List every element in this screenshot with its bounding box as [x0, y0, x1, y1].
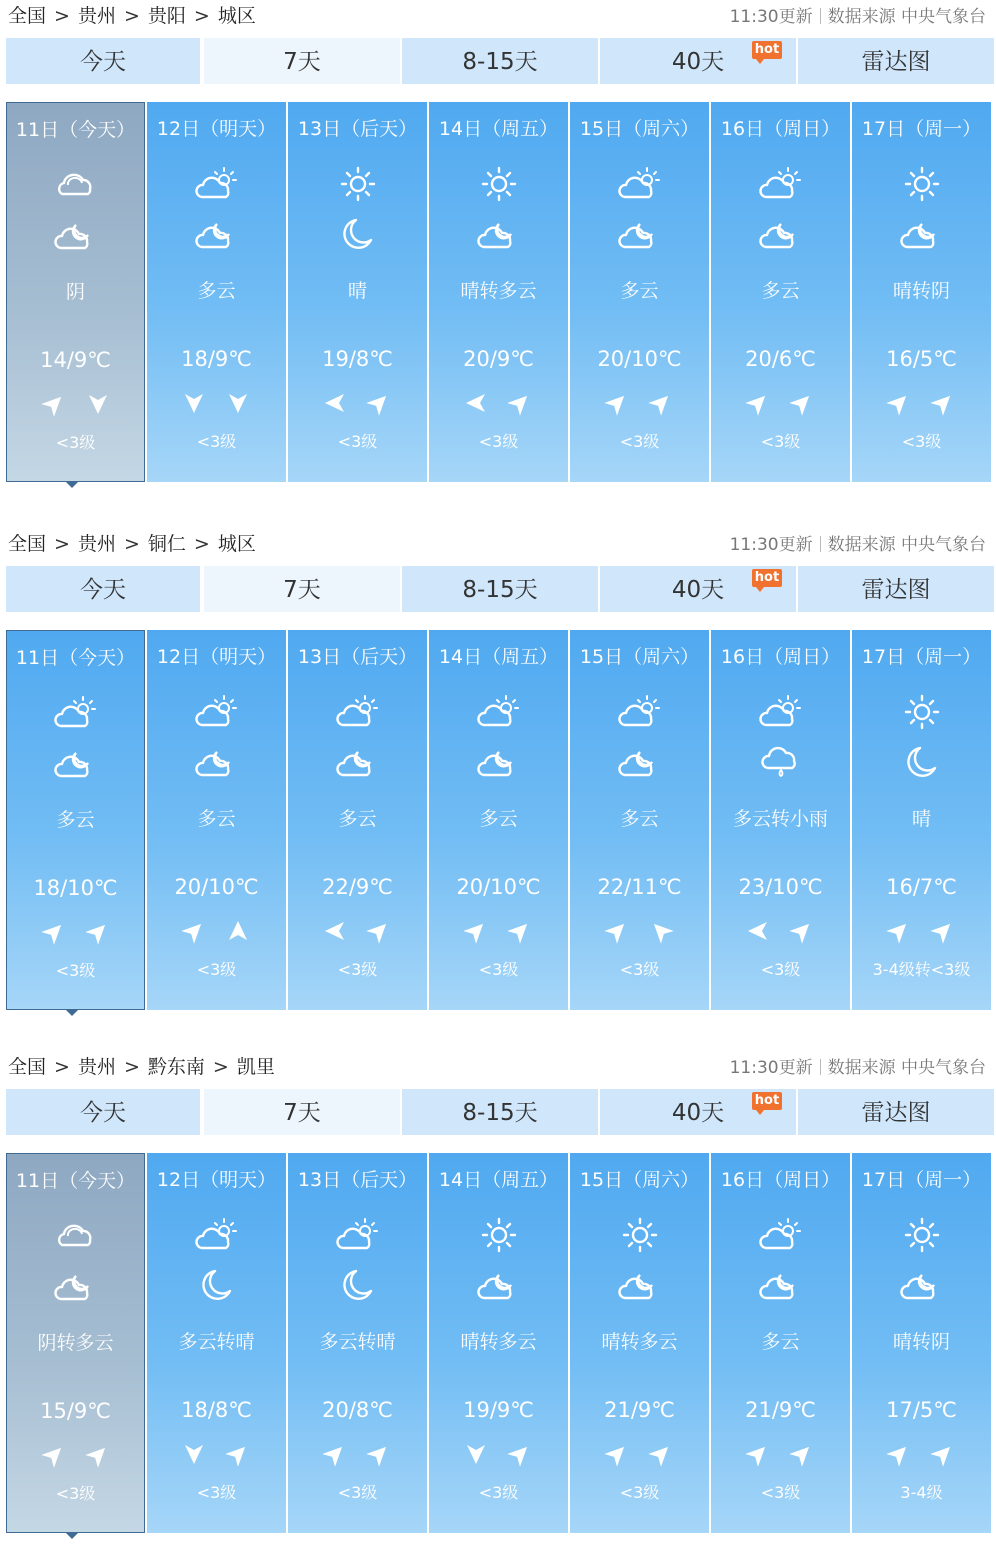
day-date: 16日（周日）: [720, 1169, 841, 1191]
temperature-range: 18/10℃: [33, 876, 118, 900]
wind-level: <3级: [337, 1483, 378, 1502]
sun-icon: [900, 694, 944, 730]
wind-level: <3级: [196, 432, 237, 451]
day-date: 13日（后天）: [297, 646, 418, 668]
wind-arrow-icon: [41, 919, 67, 945]
moon-icon: [336, 216, 380, 252]
wind-arrow-icon: [463, 390, 489, 416]
wind-arrow-icon: [930, 1441, 956, 1467]
weather-condition: 多云: [761, 1331, 800, 1353]
breadcrumb-link[interactable]: 全国: [8, 533, 47, 555]
day-card[interactable]: [288, 1153, 427, 1533]
wind-arrow-icon: [789, 390, 815, 416]
weather-condition: 阴: [65, 281, 85, 303]
wind-arrow-icon: [225, 390, 251, 416]
forecast-panel: [0, 528, 996, 1028]
cloudy-night-icon: [54, 745, 98, 781]
weather-condition: 多云: [479, 808, 518, 830]
weather-condition: 晴: [911, 808, 931, 830]
day-date: 13日（后天）: [297, 118, 418, 140]
wind-level: <3级: [55, 1484, 96, 1503]
breadcrumb: [8, 1055, 275, 1079]
tab-label: 40天: [671, 49, 725, 75]
wind-arrow-icon: [930, 390, 956, 416]
wind-arrow-icon: [225, 918, 251, 944]
wind-level: <3级: [760, 1483, 801, 1502]
light-rain-icon: [759, 744, 803, 780]
wind-arrow-icon: [789, 918, 815, 944]
day-date: 15日（周六）: [579, 118, 700, 140]
cloudy-night-icon: [618, 216, 662, 252]
day-card[interactable]: [570, 630, 709, 1010]
data-source: 数据来源 中央气象台: [827, 535, 986, 555]
cloudy-night-icon: [759, 1267, 803, 1303]
temperature-range: 21/9℃: [604, 1398, 675, 1422]
day-card[interactable]: [6, 1153, 145, 1533]
day-date: 14日（周五）: [438, 118, 559, 140]
update-info: [730, 1057, 986, 1079]
tab-label: 8-15天: [462, 577, 538, 603]
breadcrumb-link[interactable]: 贵州: [77, 533, 116, 555]
day-card[interactable]: [147, 630, 286, 1010]
tab-label: 8-15天: [462, 1100, 538, 1126]
forecast-panel: [0, 1051, 996, 1551]
temperature-range: 20/6℃: [745, 347, 816, 371]
weather-condition: 晴转多云: [601, 1331, 678, 1353]
breadcrumb-link[interactable]: 贵州: [77, 1056, 116, 1078]
wind-level: <3级: [55, 961, 96, 980]
wind-arrow-icon: [745, 1441, 771, 1467]
partly-cloudy-day-icon: [195, 694, 239, 730]
wind-level: <3级: [760, 960, 801, 979]
breadcrumb-link[interactable]: 黔东南: [147, 1056, 205, 1078]
wind-arrow-icon: [225, 1441, 251, 1467]
wind-direction: [288, 1441, 427, 1467]
day-date: 15日（周六）: [579, 646, 700, 668]
wind-arrow-icon: [886, 1441, 912, 1467]
selected-indicator: [65, 1532, 79, 1539]
tab-label: 7天: [283, 1100, 321, 1126]
cloudy-night-icon: [618, 744, 662, 780]
day-card[interactable]: [288, 102, 427, 482]
cloudy-night-icon: [54, 217, 98, 253]
temperature-range: 20/9℃: [463, 347, 534, 371]
weather-condition: 晴转多云: [460, 1331, 537, 1353]
wind-direction: [852, 390, 991, 416]
day-card[interactable]: [147, 1153, 286, 1533]
day-date: 12日（明天）: [156, 118, 277, 140]
tab-label: 雷达图: [861, 49, 931, 75]
tab-label: 雷达图: [861, 577, 931, 603]
wind-direction: [147, 1441, 286, 1467]
weather-condition: 晴转阴: [892, 280, 950, 302]
forecast-panel: [0, 0, 996, 500]
temperature-range: 19/8℃: [322, 347, 393, 371]
wind-arrow-icon: [930, 918, 956, 944]
breadcrumb-link[interactable]: 铜仁: [147, 533, 186, 555]
temperature-range: 22/11℃: [597, 875, 682, 899]
breadcrumb-separator: >: [212, 1056, 229, 1078]
wind-arrow-icon: [366, 1441, 392, 1467]
temperature-range: 18/9℃: [181, 347, 252, 371]
cloudy-night-icon: [759, 216, 803, 252]
tab-3[interactable]: [600, 1089, 796, 1135]
temperature-range: 16/7℃: [886, 875, 957, 899]
temperature-range: 21/9℃: [745, 1398, 816, 1422]
wind-arrow-icon: [41, 1442, 67, 1468]
wind-direction: [852, 918, 991, 944]
tab-0[interactable]: [6, 38, 200, 84]
update-time: 11:30更新: [729, 535, 813, 555]
breadcrumb-link[interactable]: 全国: [8, 5, 47, 27]
day-date: 16日（周日）: [720, 118, 841, 140]
tab-label: 8-15天: [462, 49, 538, 75]
divider: [820, 8, 821, 24]
selected-indicator: [65, 1009, 79, 1016]
day-card[interactable]: [147, 102, 286, 482]
wind-level: <3级: [196, 960, 237, 979]
partly-cloudy-day-icon: [336, 1217, 380, 1253]
partly-cloudy-day-icon: [477, 694, 521, 730]
wind-arrow-icon: [85, 391, 111, 417]
wind-level: <3级: [55, 433, 96, 452]
wind-direction: [570, 918, 709, 944]
weather-condition: 多云: [761, 280, 800, 302]
temperature-range: 23/10℃: [738, 875, 823, 899]
update-time: 11:30更新: [729, 1058, 813, 1078]
overcast-cloud-icon: [54, 1218, 98, 1254]
temperature-range: 20/10℃: [597, 347, 682, 371]
wind-direction: [7, 391, 144, 417]
wind-arrow-icon: [745, 918, 771, 944]
temperature-range: 22/9℃: [322, 875, 393, 899]
weather-condition: 多云: [197, 280, 236, 302]
weather-condition: 晴: [347, 280, 367, 302]
weather-condition: 多云: [338, 808, 377, 830]
sun-icon: [618, 1217, 662, 1253]
wind-level: <3级: [196, 1483, 237, 1502]
weather-condition: 多云: [620, 808, 659, 830]
breadcrumb-link[interactable]: 全国: [8, 1056, 47, 1078]
day-card[interactable]: [6, 102, 145, 482]
wind-arrow-icon: [463, 1441, 489, 1467]
selected-indicator: [65, 481, 79, 488]
temperature-range: 20/10℃: [174, 875, 259, 899]
wind-level: <3级: [760, 432, 801, 451]
wind-level: <3级: [337, 960, 378, 979]
wind-direction: [288, 390, 427, 416]
cloudy-night-icon: [900, 216, 944, 252]
day-forecast-list: [6, 102, 994, 484]
tab-2[interactable]: [402, 1089, 598, 1135]
partly-cloudy-day-icon: [195, 1217, 239, 1253]
weather-condition: 晴转多云: [460, 280, 537, 302]
tab-0[interactable]: [6, 1089, 200, 1135]
sun-icon: [900, 166, 944, 202]
day-date: 12日（明天）: [156, 646, 277, 668]
wind-arrow-icon: [463, 918, 489, 944]
tab-label: 今天: [80, 49, 126, 75]
update-info: [730, 534, 986, 556]
wind-direction: [570, 390, 709, 416]
weather-condition: 多云转小雨: [732, 808, 828, 830]
wind-arrow-icon: [366, 390, 392, 416]
wind-level: 3-4级转<3级: [872, 960, 971, 979]
wind-arrow-icon: [789, 1441, 815, 1467]
moon-icon: [900, 744, 944, 780]
partly-cloudy-day-icon: [336, 694, 380, 730]
wind-direction: [711, 390, 850, 416]
wind-arrow-icon: [181, 918, 207, 944]
day-card[interactable]: [852, 630, 991, 1010]
day-card[interactable]: [429, 102, 568, 482]
wind-arrow-icon: [648, 1441, 674, 1467]
moon-icon: [336, 1267, 380, 1303]
breadcrumb-separator: >: [193, 533, 210, 555]
sun-icon: [477, 1217, 521, 1253]
breadcrumb: [8, 4, 256, 28]
tab-label: 今天: [80, 577, 126, 603]
update-time: 11:30更新: [729, 7, 813, 27]
tab-label: 今天: [80, 1100, 126, 1126]
wind-direction: [429, 1441, 568, 1467]
breadcrumb: [8, 532, 256, 556]
day-date: 17日（周一）: [861, 1169, 982, 1191]
day-date: 11日（今天）: [15, 119, 136, 141]
cloudy-night-icon: [618, 1267, 662, 1303]
breadcrumb-separator: >: [54, 5, 70, 27]
wind-arrow-icon: [745, 390, 771, 416]
wind-arrow-icon: [366, 918, 392, 944]
day-date: 15日（周六）: [579, 1169, 700, 1191]
partly-cloudy-day-icon: [618, 694, 662, 730]
forecast-tabs: [6, 566, 994, 612]
cloudy-night-icon: [336, 744, 380, 780]
wind-arrow-icon: [886, 918, 912, 944]
wind-direction: [288, 918, 427, 944]
weather-condition: 多云: [620, 280, 659, 302]
tab-label: 7天: [283, 49, 321, 75]
cloudy-night-icon: [477, 1267, 521, 1303]
partly-cloudy-day-icon: [759, 1217, 803, 1253]
overcast-cloud-icon: [54, 167, 98, 203]
breadcrumb-link[interactable]: 贵州: [77, 5, 116, 27]
sun-icon: [900, 1217, 944, 1253]
wind-level: <3级: [619, 1483, 660, 1502]
cloudy-night-icon: [477, 744, 521, 780]
day-date: 16日（周日）: [720, 646, 841, 668]
tab-label: 40天: [671, 577, 725, 603]
breadcrumb-link: 城区: [217, 533, 256, 555]
partly-cloudy-day-icon: [759, 694, 803, 730]
day-date: 17日（周一）: [861, 646, 982, 668]
day-card[interactable]: [711, 630, 850, 1010]
wind-arrow-icon: [322, 1441, 348, 1467]
wind-arrow-icon: [604, 390, 630, 416]
tab-3[interactable]: [600, 38, 796, 84]
breadcrumb-link: 城区: [217, 5, 256, 27]
wind-direction: [7, 919, 144, 945]
tab-0[interactable]: [6, 566, 200, 612]
wind-direction: [711, 1441, 850, 1467]
wind-arrow-icon: [507, 390, 533, 416]
wind-level: <3级: [478, 432, 519, 451]
wind-arrow-icon: [648, 918, 674, 944]
wind-direction: [147, 918, 286, 944]
cloudy-night-icon: [195, 744, 239, 780]
tab-label: 40天: [671, 1100, 725, 1126]
tab-label: 7天: [283, 577, 321, 603]
partly-cloudy-day-icon: [759, 166, 803, 202]
day-card[interactable]: [429, 630, 568, 1010]
wind-arrow-icon: [648, 390, 674, 416]
partly-cloudy-day-icon: [618, 166, 662, 202]
breadcrumb-separator: >: [54, 1056, 70, 1078]
wind-level: <3级: [337, 432, 378, 451]
breadcrumb-separator: >: [123, 533, 140, 555]
wind-arrow-icon: [85, 919, 111, 945]
cloudy-night-icon: [195, 216, 239, 252]
partly-cloudy-day-icon: [195, 166, 239, 202]
wind-direction: [711, 918, 850, 944]
tab-4[interactable]: [798, 38, 994, 84]
weather-condition: 阴转多云: [37, 1332, 114, 1354]
divider: [820, 536, 821, 552]
forecast-tabs: [6, 38, 994, 84]
weather-condition: 多云转晴: [319, 1331, 396, 1353]
day-date: 14日（周五）: [438, 646, 559, 668]
wind-level: <3级: [478, 1483, 519, 1502]
wind-level: <3级: [619, 432, 660, 451]
weather-condition: 多云: [56, 809, 95, 831]
wind-level: <3级: [619, 960, 660, 979]
tab-1[interactable]: [204, 1089, 400, 1135]
wind-level: <3级: [901, 432, 942, 451]
cloudy-night-icon: [54, 1268, 98, 1304]
day-card[interactable]: [852, 102, 991, 482]
tab-1[interactable]: [204, 38, 400, 84]
hot-badge: hot: [752, 569, 782, 587]
temperature-range: 17/5℃: [886, 1398, 957, 1422]
day-card[interactable]: [852, 1153, 991, 1533]
day-card[interactable]: [429, 1153, 568, 1533]
wind-arrow-icon: [886, 390, 912, 416]
breadcrumb-separator: >: [123, 1056, 140, 1078]
day-date: 17日（周一）: [861, 118, 982, 140]
wind-arrow-icon: [604, 918, 630, 944]
breadcrumb-separator: >: [123, 5, 140, 27]
wind-level: <3级: [478, 960, 519, 979]
temperature-range: 15/9℃: [40, 1399, 111, 1423]
day-card[interactable]: [711, 102, 850, 482]
cloudy-night-icon: [477, 216, 521, 252]
wind-arrow-icon: [507, 918, 533, 944]
tab-1[interactable]: [204, 566, 400, 612]
data-source: 数据来源 中央气象台: [827, 1058, 986, 1078]
breadcrumb-link[interactable]: 贵阳: [147, 5, 186, 27]
breadcrumb-link: 凯里: [236, 1056, 275, 1078]
day-forecast-list: [6, 630, 994, 1012]
wind-arrow-icon: [181, 1441, 207, 1467]
day-date: 13日（后天）: [297, 1169, 418, 1191]
temperature-range: 19/9℃: [463, 1398, 534, 1422]
tab-2[interactable]: [402, 38, 598, 84]
wind-arrow-icon: [322, 390, 348, 416]
tab-3[interactable]: [600, 566, 796, 612]
tab-4[interactable]: [798, 1089, 994, 1135]
temperature-range: 20/8℃: [322, 1398, 393, 1422]
tab-4[interactable]: [798, 566, 994, 612]
day-card[interactable]: [711, 1153, 850, 1533]
wind-arrow-icon: [181, 390, 207, 416]
temperature-range: 18/8℃: [181, 1398, 252, 1422]
wind-arrow-icon: [507, 1441, 533, 1467]
day-date: 14日（周五）: [438, 1169, 559, 1191]
day-date: 12日（明天）: [156, 1169, 277, 1191]
day-card[interactable]: [288, 630, 427, 1010]
tab-2[interactable]: [402, 566, 598, 612]
day-date: 11日（今天）: [15, 1170, 136, 1192]
update-info: [730, 6, 986, 28]
wind-direction: [7, 1442, 144, 1468]
breadcrumb-separator: >: [193, 5, 210, 27]
partly-cloudy-day-icon: [54, 695, 98, 731]
data-source: 数据来源 中央气象台: [827, 7, 986, 27]
wind-direction: [429, 918, 568, 944]
tab-label: 雷达图: [861, 1100, 931, 1126]
wind-level: 3-4级: [900, 1483, 943, 1502]
wind-direction: [147, 390, 286, 416]
forecast-tabs: [6, 1089, 994, 1135]
temperature-range: 16/5℃: [886, 347, 957, 371]
day-card[interactable]: [6, 630, 145, 1010]
wind-direction: [570, 1441, 709, 1467]
divider: [820, 1059, 821, 1075]
sun-icon: [477, 166, 521, 202]
day-card[interactable]: [570, 1153, 709, 1533]
cloudy-night-icon: [900, 1267, 944, 1303]
wind-arrow-icon: [604, 1441, 630, 1467]
day-date: 11日（今天）: [15, 647, 136, 669]
wind-arrow-icon: [85, 1442, 111, 1468]
day-forecast-list: [6, 1153, 994, 1535]
breadcrumb-separator: >: [54, 533, 70, 555]
wind-direction: [852, 1441, 991, 1467]
temperature-range: 14/9℃: [40, 348, 111, 372]
moon-icon: [195, 1267, 239, 1303]
wind-direction: [429, 390, 568, 416]
weather-condition: 晴转阴: [892, 1331, 950, 1353]
hot-badge: hot: [752, 41, 782, 59]
weather-condition: 多云: [197, 808, 236, 830]
temperature-range: 20/10℃: [456, 875, 541, 899]
sun-icon: [336, 166, 380, 202]
day-card[interactable]: [570, 102, 709, 482]
wind-arrow-icon: [322, 918, 348, 944]
hot-badge: hot: [752, 1092, 782, 1110]
weather-condition: 多云转晴: [178, 1331, 255, 1353]
wind-arrow-icon: [41, 391, 67, 417]
